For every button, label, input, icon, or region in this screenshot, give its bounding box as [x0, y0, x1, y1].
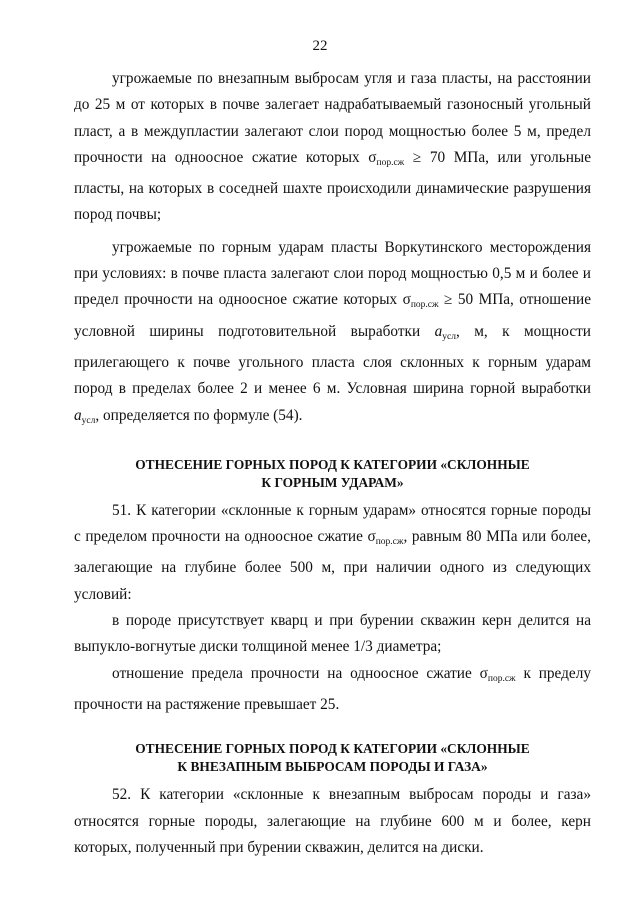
- paragraph-quartz-condition: в породе присутствует кварц и при бурении скважин керн делится на выпукло-вогнутые диски толщиной менее 1/3 диаметра;: [74, 612, 591, 656]
- subscript: пор.сж: [410, 300, 439, 311]
- variable: a: [74, 406, 82, 424]
- text: , определяется по формуле (54).: [95, 406, 303, 424]
- variable: a: [434, 322, 443, 340]
- paragraph-item-52: 52. К категории «склонные к внезапным выбросам породы и газа» относятся горные породы, залегающие на глубине 600 м и более, керн которых, полученный при бурении скважин, делится на диски.: [74, 786, 591, 856]
- text: угрожаемые по горным ударам пласты Воркутинского месторождения при условиях: в почве пласта залегают слои пород мощностью 0,5 м и более и предел прочности на одноосное сжатие которых σ: [74, 238, 591, 309]
- subscript: пор.сж: [375, 537, 404, 548]
- heading-line: К ВНЕЗАПНЫМ ВЫБРОСАМ ПОРОДЫ И ГАЗА»: [177, 759, 488, 775]
- heading-line: ОТНЕСЕНИЕ ГОРНЫХ ПОРОД К КАТЕГОРИИ «СКЛОННЫЕ: [135, 456, 530, 472]
- paragraph-vorkuta-rockburst-seams: [74, 235, 591, 434]
- text: 51. К категории «склонные к горным ударам» относятся горные породы с пределом прочности на одноосное сжатие σ: [74, 501, 591, 546]
- subscript: пор.сж: [487, 673, 516, 684]
- paragraph-item-51: [74, 498, 591, 608]
- heading-line: К ГОРНЫМ УДАРАМ»: [261, 474, 404, 490]
- section-heading-rockburst-category: [74, 434, 591, 498]
- section-heading-outburst-category: [74, 718, 591, 782]
- text: отношение предела прочности на одноосное сжатие σ: [112, 664, 488, 682]
- page-number: 22: [312, 38, 328, 54]
- paragraph-strength-ratio-condition: [74, 661, 591, 719]
- subscript: усл: [442, 331, 456, 342]
- subscript: усл: [81, 415, 96, 426]
- text: к пределу прочности на растяжение превышает 25.: [74, 664, 592, 713]
- text: , м, к мощности прилегающего к почве угольного пласта слоя склонных к горным ударам пород в пределах более 2 и менее 6 м. Условная ширина горной выработки: [74, 322, 591, 398]
- text: угрожаемые по внезапным выбросам угля и газа пласты, на расстоянии до 25 м от которых в почве залегает надрабатываемый газоносный угольный пласт, а в междупластии залегают слои пород мощностью более 5 м, предел прочности на одноосное сжатие которых σ: [74, 70, 591, 166]
- page-body: [74, 66, 591, 861]
- text: , равным 80 МПа или более, залегающие на глубине более 500 м, при наличии одного из следующих условий:: [74, 528, 591, 603]
- text: ≥ 70 МПа, или угольные пласты, на которых в соседней шахте происходили динамические разрушения пород почвы;: [74, 148, 591, 224]
- heading-line: ОТНЕСЕНИЕ ГОРНЫХ ПОРОД К КАТЕГОРИИ «СКЛОННЫЕ: [135, 741, 530, 757]
- text: ≥ 50 МПа, отношение условной ширины подготовительной выработки: [74, 291, 591, 340]
- paragraph-coal-outburst-seams: [74, 66, 591, 229]
- subscript: пор.сж: [376, 157, 405, 168]
